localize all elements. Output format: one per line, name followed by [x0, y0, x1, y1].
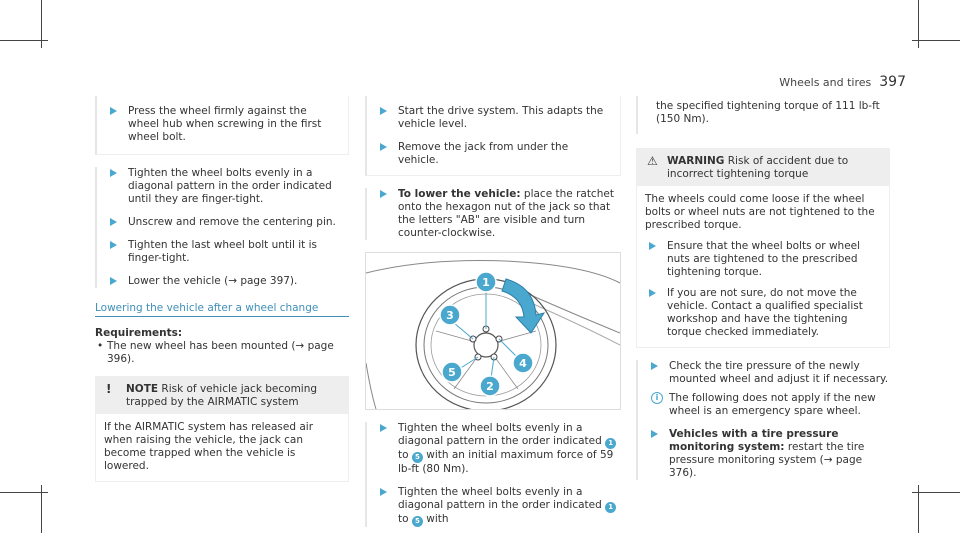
- info-icon: i: [651, 392, 663, 404]
- callout-5: [442, 362, 462, 382]
- step: Tighten the wheel bolts evenly in a diagonal pattern in the order indicated 1 to 5 with: [380, 486, 621, 527]
- callout-3: [440, 305, 460, 325]
- callout-number-icon: 5: [412, 516, 423, 527]
- warning-header: [637, 149, 889, 186]
- step: Unscrew and remove the centering pin.: [110, 216, 349, 229]
- step-arrow-icon: [380, 488, 387, 496]
- note-header: [96, 377, 348, 414]
- step: Ensure that the wheel bolts or wheel nuts are tightened to the prescribed tightening torque.: [649, 240, 881, 279]
- info-note: i The following does not apply if the new wheel is an emergency spare wheel.: [651, 392, 890, 418]
- svg-text:5: 5: [448, 366, 456, 379]
- step-arrow-icon: [651, 430, 658, 438]
- step: Tighten the last wheel bolt until it is finger-tight.: [110, 239, 349, 265]
- column-middle: [365, 96, 621, 539]
- svg-text:2: 2: [486, 380, 494, 393]
- hub: [474, 333, 498, 357]
- step: Tighten the wheel bolts evenly in a diagonal pattern in the order indicated until they are finger-tight.: [110, 167, 349, 206]
- tpm-text: restart the tire pressure monitoring system (→ page 376).: [669, 441, 865, 479]
- warning-title: Risk of accident due to incorrect tightening torque: [667, 155, 849, 180]
- svg-text:3: 3: [446, 309, 454, 322]
- step: Tighten the wheel bolts evenly in a diagonal pattern in the order indicated 1 to 5 with an initial maximum force of 59 lb-ft (80 Nm).: [380, 422, 621, 476]
- step: Lower the vehicle (→ page 397).: [110, 275, 349, 288]
- wheel-bolt-order-figure: [365, 252, 621, 410]
- body-line: [526, 293, 620, 333]
- note-title: Risk of vehicle jack becoming trapped by the AIRMATIC system: [126, 383, 318, 408]
- step-block: [95, 167, 349, 288]
- step-arrow-icon: [649, 242, 656, 250]
- step-arrow-icon: [380, 107, 387, 115]
- step-arrow-icon: [110, 218, 117, 226]
- body-line: [366, 363, 376, 409]
- crop-mark: [912, 492, 960, 493]
- step: Remove the jack from under the vehicle.: [380, 141, 612, 167]
- column-right: [636, 96, 890, 492]
- step: [651, 428, 890, 480]
- continued-step-box: [95, 96, 349, 155]
- crop-mark: [0, 40, 48, 41]
- callout-1: [476, 272, 496, 292]
- requirements: [95, 327, 349, 366]
- step-block: [365, 422, 621, 527]
- step: Start the drive system. This adapts the vehicle level.: [380, 105, 612, 131]
- running-header: [779, 74, 906, 90]
- step-arrow-icon: [649, 289, 656, 297]
- svg-text:4: 4: [519, 357, 527, 370]
- crop-mark: [912, 40, 960, 41]
- step: Check the tire pressure of the newly mounted wheel and adjust it if necessary.: [651, 360, 890, 386]
- callout-number-icon: 1: [605, 502, 616, 513]
- step-arrow-icon: [380, 190, 387, 198]
- svg-text:1: 1: [482, 276, 490, 289]
- section-name: Wheels and tires: [779, 76, 872, 89]
- page-number: 397: [879, 74, 906, 90]
- exclamation-icon: !: [106, 382, 112, 396]
- step-box: [365, 96, 621, 176]
- step-arrow-icon: [110, 277, 117, 285]
- requirements-label: Requirements:: [95, 327, 183, 339]
- callout-number-icon: 1: [605, 438, 616, 449]
- requirement-item: • The new wheel has been mounted (→ page 396).: [95, 340, 349, 366]
- step-arrow-icon: [110, 107, 117, 115]
- section-title: Lowering the vehicle after a wheel change: [95, 302, 349, 317]
- callout-number-icon: 5: [412, 452, 423, 463]
- note-body: If the AIRMATIC system has released air when raising the vehicle, the jack can become trapped when the vehicle is lowered.: [104, 421, 314, 472]
- column-left: [95, 96, 349, 482]
- continued-text: the specified tightening torque of 111 lb-ft (150 Nm).: [636, 96, 890, 134]
- warning-triangle-icon: ⚠: [647, 154, 658, 168]
- note-label: NOTE: [126, 383, 159, 395]
- step: Press the wheel firmly against the wheel hub when screwing in the first wheel bolt.: [110, 105, 340, 144]
- step-arrow-icon: [110, 169, 117, 177]
- step: If you are not sure, do not move the vehicle. Contact a qualified specialist workshop and have the tightening torque checked immediately.: [649, 287, 881, 339]
- step-arrow-icon: [380, 424, 387, 432]
- step: [380, 188, 621, 240]
- warning-label: WARNING: [667, 155, 725, 167]
- step-block: [636, 360, 890, 480]
- crop-mark: [0, 492, 48, 493]
- step-arrow-icon: [110, 241, 117, 249]
- tpm-label: Vehicles with a tire pressure monitoring system:: [669, 428, 839, 453]
- callout-4: [513, 353, 533, 373]
- warning-box: [636, 148, 890, 348]
- step-arrow-icon: [380, 143, 387, 151]
- lower-label: To lower the vehicle:: [398, 188, 521, 200]
- wheel-illustration: [366, 253, 620, 409]
- step-block: [365, 188, 621, 240]
- lower-text: place the ratchet onto the hexagon nut of the jack so that the letters "AB" are visible and turn counter-clockwise.: [398, 188, 614, 239]
- warning-body: The wheels could come loose if the wheel bolts or wheel nuts are not tightened to the prescribed torque. Ensure that the wheel bolts or wheel nuts are tightened to the prescribed tightening torque. If you are not sure, do not move the vehicle. Contact a qualified specialist workshop and have the tightening torque checked immediately.: [637, 186, 889, 347]
- step-arrow-icon: [651, 362, 658, 370]
- callout-2: [480, 376, 500, 396]
- note-box: [95, 376, 349, 482]
